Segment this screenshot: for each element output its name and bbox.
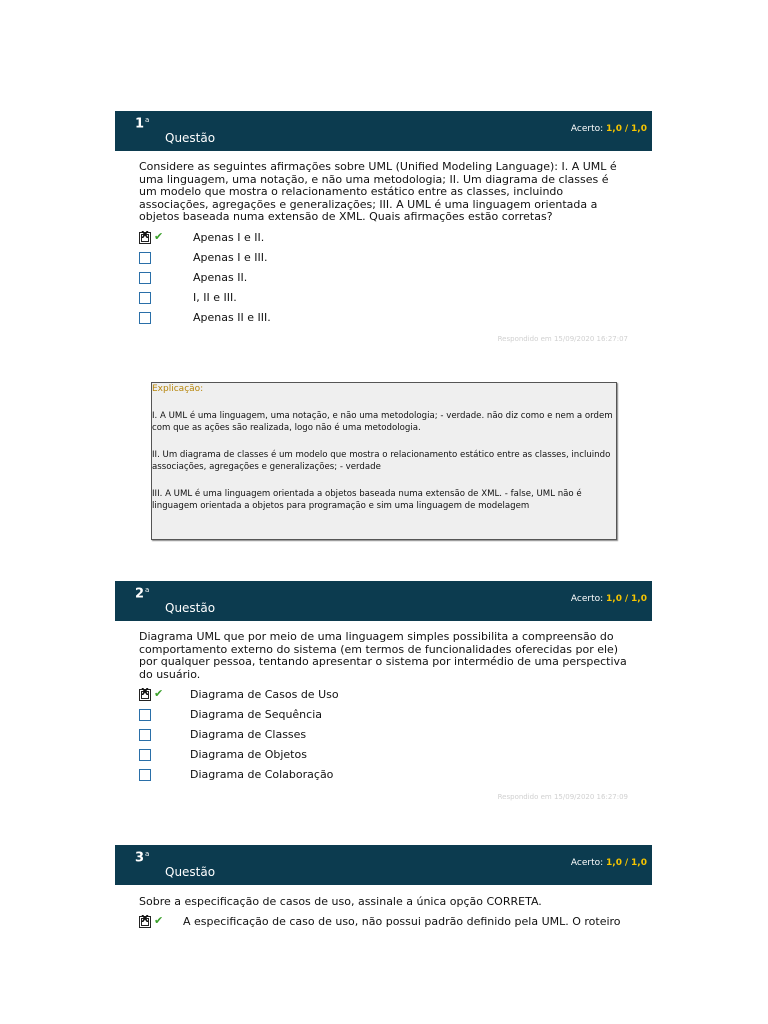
x-mark-icon: X <box>141 914 149 925</box>
correct-check-icon: ✔ <box>154 914 164 927</box>
option-label: Diagrama de Colaboração <box>190 768 334 781</box>
answered-timestamp: Respondido em 15/09/2020 16:27:09 <box>497 793 628 801</box>
x-mark-icon: X <box>141 230 149 241</box>
question-2-option-3[interactable] <box>139 728 359 742</box>
score: Acerto: 1,0 / 1,0 <box>570 124 647 134</box>
question-2-option-2[interactable] <box>139 708 359 722</box>
question-2-option-4[interactable] <box>139 748 359 762</box>
question-label: Questão <box>165 601 216 615</box>
answered-timestamp: Respondido em 15/09/2020 16:27:07 <box>497 335 628 343</box>
question-1-option-2[interactable] <box>139 251 339 265</box>
correct-check-icon: ✔ <box>154 230 164 243</box>
explanation-item-2: II. Um diagrama de classes é um modelo que mostra o relacionamento estático entre as classes, incluindo associações, agregações e generalizações; - verdade <box>152 450 611 472</box>
question-3-text: Sobre a especificação de casos de uso, assinale a única opção CORRETA. <box>139 895 542 908</box>
question-number: 1$^a$ <box>135 116 150 132</box>
question-1-option-4[interactable] <box>139 291 339 305</box>
checkbox[interactable] <box>139 729 151 741</box>
option-label: Diagrama de Sequência <box>190 708 322 721</box>
question-2-text: Diagrama UML que por meio de uma linguagem simples possibilita a compreensão do comportamento externo do sistema (em termos de funcionalidades oferecidas por ele) por qualquer pessoa, tentando apresentar o sistema por intermédio de uma perspectiva do usuário. <box>139 630 627 681</box>
question-2-header <box>115 581 652 621</box>
question-1-option-5[interactable] <box>139 311 339 325</box>
explanation-item-3: III. A UML é uma linguagem orientada a objetos baseada numa extensão de XML. - false, UML não é linguagem orientada a objetos para programação e sim uma linguagem de modelagem <box>152 489 582 511</box>
option-label: Diagrama de Objetos <box>190 748 307 761</box>
question-3-header <box>115 845 652 885</box>
checkbox[interactable] <box>139 292 151 304</box>
question-label: Questão <box>165 865 216 879</box>
checkbox[interactable] <box>139 312 151 324</box>
question-1-option-3[interactable] <box>139 271 339 285</box>
question-3-option-1[interactable] <box>139 915 629 929</box>
x-mark-icon: X <box>141 687 149 698</box>
checkbox[interactable] <box>139 769 151 781</box>
question-2-option-5[interactable] <box>139 768 359 782</box>
question-1-option-1[interactable] <box>139 231 339 245</box>
correct-check-icon: ✔ <box>154 687 164 700</box>
option-label: Apenas II e III. <box>193 311 271 324</box>
checkbox[interactable] <box>139 252 151 264</box>
option-label: Apenas II. <box>193 271 248 284</box>
checkbox[interactable] <box>139 272 151 284</box>
score: Acerto: 1,0 / 1,0 <box>570 594 647 604</box>
option-label: A especificação de caso de uso, não possui padrão definido pela UML. O roteiro <box>183 915 621 928</box>
explanation-box <box>151 382 617 540</box>
question-number: 3$^a$ <box>135 850 150 866</box>
explanation-item-1: I. A UML é uma linguagem, uma notação, e não uma metodologia; - verdade. não diz como e nem a ordem com que as ações são realizada, logo não é uma metodologia. <box>152 411 613 433</box>
option-label: Apenas I e III. <box>193 251 268 264</box>
question-number: 2$^a$ <box>135 586 150 602</box>
question-1-header <box>115 111 652 151</box>
score: Acerto: 1,0 / 1,0 <box>570 858 647 868</box>
option-label: I, II e III. <box>193 291 237 304</box>
checkbox[interactable] <box>139 709 151 721</box>
option-label: Diagrama de Casos de Uso <box>190 688 339 701</box>
option-label: Diagrama de Classes <box>190 728 307 741</box>
checkbox[interactable] <box>139 749 151 761</box>
option-label: Apenas I e II. <box>193 231 265 244</box>
question-2-option-1[interactable] <box>139 688 359 702</box>
explanation-title: Explicação: <box>152 384 204 394</box>
question-1-text: Considere as seguintes afirmações sobre UML (Unified Modeling Language): I. A UML é uma linguagem, uma notação, e não uma metodologia; II. Um diagrama de classes é um modelo que mostra o relacionamento estático entre as classes, incluindo associações, agregações e generalizações; III. A UML é uma linguagem orientada a objetos baseada numa extensão de XML. Quais afirmações estão corretas? <box>139 160 617 223</box>
question-label: Questão <box>165 131 216 145</box>
